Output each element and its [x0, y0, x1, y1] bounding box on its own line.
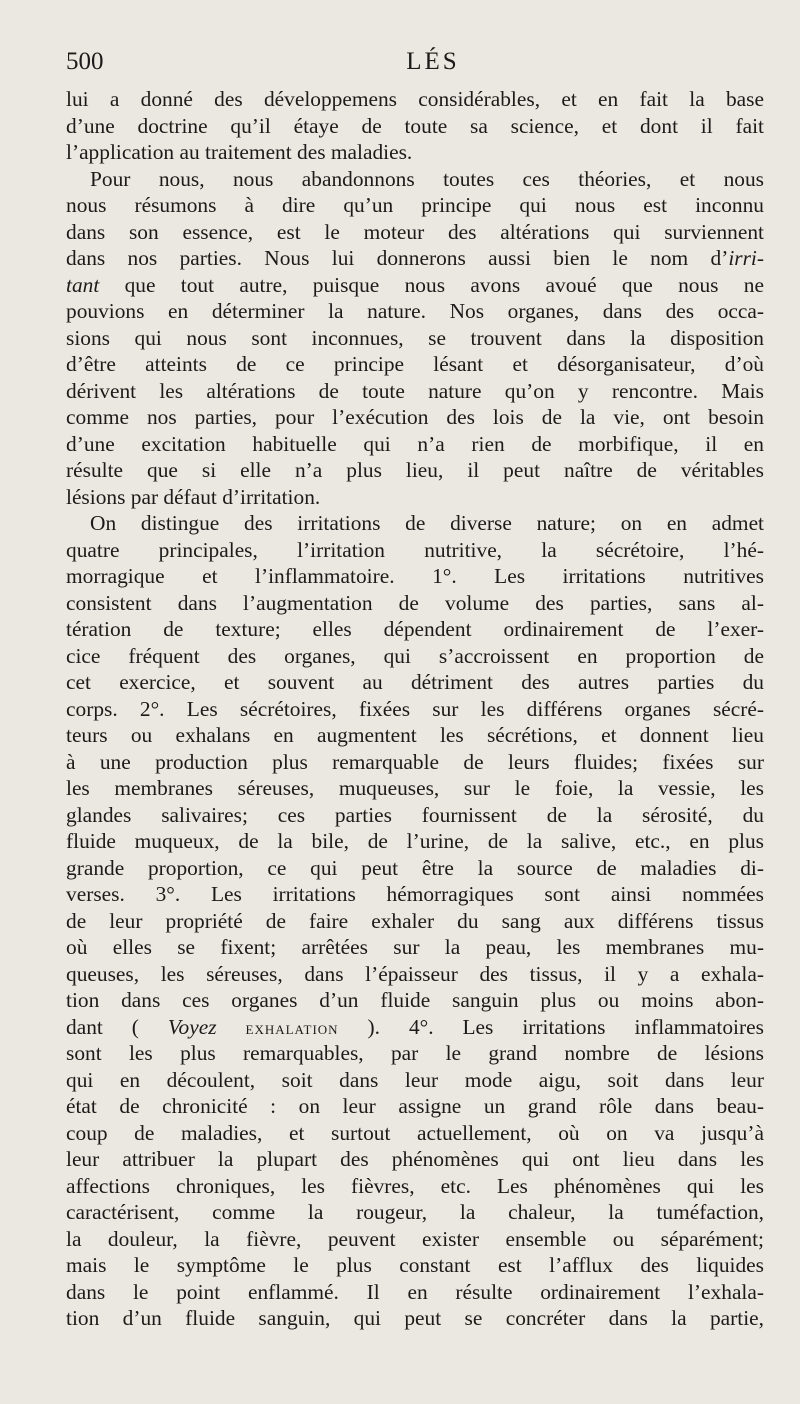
- italic-word: tant: [66, 272, 100, 297]
- text-line: tération de texture; elles dépendent ordinairement de l’exer-: [66, 617, 764, 641]
- text-line: [66, 245, 764, 272]
- text-line: dérivent les altérations de toute nature qu’on y rencontre. Mais: [66, 378, 764, 403]
- text-line: état de chronicité : on leur assigne un grand rôle dans beau-: [66, 1094, 764, 1118]
- text-line: verses. 3°. Les irritations hémorragiques sont ainsi nommées: [66, 882, 764, 906]
- text-line: tion d’un fluide sanguin, qui peut se concréter dans la partie,: [66, 1306, 764, 1330]
- text-line: fluide muqueux, de la bile, de l’urine, de la salive, etc., en plus: [66, 829, 764, 853]
- text-line: consistent dans l’augmentation de volume des parties, sans al-: [66, 590, 764, 615]
- text-line: dans son essence, est le moteur des altérations qui surviennent: [66, 219, 764, 244]
- text-line: coup de maladies, et surtout actuellement, où on va jusqu’à: [66, 1120, 764, 1145]
- text-line: queuses, les séreuses, dans l’épaisseur des tissus, il y a exhala-: [66, 961, 764, 986]
- text-line: d’une doctrine qu’il étaye de toute sa science, et dont il fait: [66, 113, 764, 138]
- text-line: résulte que si elle n’a plus lieu, il peut naître de véritables: [66, 458, 764, 482]
- text-line: teurs ou exhalans en augmentent les sécrétions, et donnent lieu: [66, 723, 764, 747]
- text-line: quatre principales, l’irritation nutritive, la sécrétoire, l’hé-: [66, 537, 764, 562]
- text-line: affections chroniques, les fièvres, etc. Les phénomènes qui les: [66, 1173, 764, 1198]
- text-line: de leur propriété de faire exhaler du sang aux différens tissus: [66, 908, 764, 933]
- text-line: [66, 1014, 764, 1041]
- text-line: où elles se fixent; arrêtées sur la peau, les membranes mu-: [66, 935, 764, 959]
- text-line: les membranes séreuses, muqueuses, sur le foie, la vessie, les: [66, 776, 764, 800]
- cross-reference: exhalation: [245, 1017, 339, 1038]
- text-line: nous résumons à dire qu’un principe qui nous est inconnu: [66, 193, 764, 217]
- text-run: que tout autre, puisque nous avons avoué que nous ne: [99, 272, 764, 297]
- text-line: lui a donné des développemens considérables, et en fait la base: [66, 87, 764, 111]
- text-line: [66, 272, 764, 299]
- text-line: dans le point enflammé. Il en résulte ordinairement l’exhala-: [66, 1279, 764, 1304]
- text-line: cice fréquent des organes, qui s’accroissent en proportion de: [66, 643, 764, 668]
- text-line: caractérisent, comme la rougeur, la chaleur, la tuméfaction,: [66, 1200, 764, 1224]
- text-line: sont les plus remarquables, par le grand nombre de lésions: [66, 1041, 764, 1065]
- text-run: dant (: [66, 1014, 139, 1039]
- body-text: [66, 86, 764, 1332]
- page-header: [66, 48, 760, 84]
- text-run: dans nos parties. Nous lui donnerons aussi bien le nom d’: [66, 246, 729, 270]
- text-line: à une production plus remarquable de leurs fluides; fixées sur: [66, 749, 764, 774]
- page-number: 500: [66, 48, 104, 75]
- italic-word: Voyez: [167, 1014, 217, 1039]
- text-line: l’application au traitement des maladies.: [66, 140, 413, 164]
- italic-word: irri-: [728, 246, 764, 270]
- running-head: LÉS: [406, 48, 460, 75]
- text-line: la douleur, la fièvre, peuvent exister ensemble ou séparément;: [66, 1226, 764, 1251]
- text-line: On distingue des irritations de diverse nature; on en admet: [90, 511, 764, 535]
- text-line: tion dans ces organes d’un fluide sanguin plus ou moins abon-: [66, 988, 764, 1012]
- text-line: mais le symptôme le plus constant est l’afflux des liquides: [66, 1253, 764, 1277]
- text-line: sions qui nous sont inconnues, se trouvent dans la disposition: [66, 325, 764, 350]
- text-line: glandes salivaires; ces parties fournissent de la sérosité, du: [66, 802, 764, 827]
- text-run: ). 4°. Les irritations inflammatoires: [367, 1014, 764, 1039]
- text-line: cet exercice, et souvent au détriment des autres parties du: [66, 670, 764, 694]
- text-line: qui en découlent, soit dans leur mode aigu, soit dans leur: [66, 1067, 764, 1092]
- text-line: d’une excitation habituelle qui n’a rien de morbifique, il en: [66, 431, 764, 456]
- text-line: d’être atteints de ce principe lésant et désorganisateur, d’où: [66, 352, 764, 376]
- text-line: corps. 2°. Les sécrétoires, fixées sur les différens organes sécré-: [66, 696, 764, 721]
- text-line: lésions par défaut d’irritation.: [66, 484, 321, 509]
- text-line: morragique et l’inflammatoire. 1°. Les irritations nutritives: [66, 564, 764, 588]
- text-line: pouvions en déterminer la nature. Nos organes, dans des occa-: [66, 299, 764, 323]
- text-line: grande proportion, ce qui peut être la source de maladies di-: [66, 855, 764, 880]
- text-line: Pour nous, nous abandonnons toutes ces théories, et nous: [90, 166, 764, 191]
- text-line: leur attribuer la plupart des phénomènes qui ont lieu dans les: [66, 1147, 764, 1171]
- text-line: comme nos parties, pour l’exécution des lois de la vie, ont besoin: [66, 405, 764, 429]
